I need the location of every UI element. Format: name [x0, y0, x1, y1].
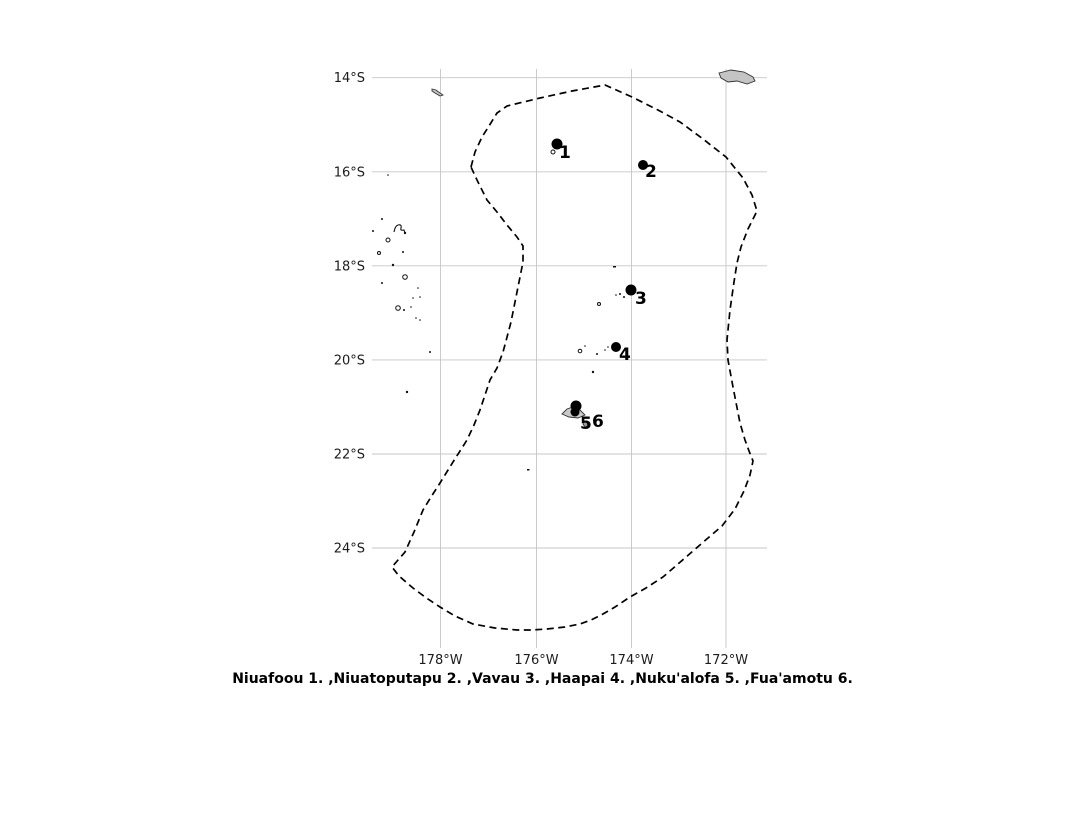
islet-dot — [392, 264, 394, 266]
islet-dot — [604, 349, 606, 351]
axis-tick-labels — [334, 71, 749, 668]
islet-dot — [584, 345, 586, 347]
islet-dot — [417, 287, 419, 289]
island-islet-northwest — [432, 89, 443, 96]
islet-dot — [410, 306, 412, 308]
islet-dot — [619, 293, 621, 295]
islet-dot — [419, 319, 421, 321]
lon-tick-label: 176°W — [514, 653, 559, 668]
lat-tick-label: 22°S — [333, 447, 365, 463]
islet-outline — [394, 225, 405, 233]
islet-dot — [406, 391, 408, 393]
islet-dot — [592, 371, 594, 373]
islet-dot — [429, 351, 431, 353]
lat-tick-label: 16°S — [333, 165, 365, 181]
lat-tick-label: 18°S — [333, 259, 365, 275]
island-savaii-samoa — [719, 70, 755, 84]
islet-dot — [372, 230, 374, 232]
marker-number-label: 6 — [592, 412, 604, 432]
marker-number-label: 5 — [580, 414, 592, 434]
islet-dot — [402, 251, 404, 253]
location-markers — [552, 139, 657, 435]
marker-number-label: 3 — [635, 289, 647, 309]
atoll-ring — [386, 238, 390, 242]
islet-dot — [415, 317, 417, 319]
atoll-ring — [598, 303, 601, 306]
islet-dash — [527, 469, 530, 471]
atoll-ring — [403, 275, 408, 280]
lon-tick-label: 178°W — [418, 653, 463, 668]
islet-dot — [623, 296, 625, 298]
atoll-ring — [378, 252, 381, 255]
islet-dot — [419, 296, 421, 298]
lat-tick-label: 24°S — [333, 541, 365, 557]
marker-number-label: 2 — [645, 162, 657, 182]
islet-dash — [613, 266, 616, 268]
islet-dot — [387, 174, 389, 176]
lon-tick-label: 172°W — [703, 653, 749, 668]
atoll-ring — [396, 306, 401, 311]
marker-number-label: 4 — [619, 345, 631, 365]
marker-fua-amotu — [571, 408, 580, 417]
islet-dot — [615, 294, 617, 296]
atoll-ring — [551, 150, 555, 154]
islet-dot — [381, 218, 383, 220]
islet-dot — [412, 297, 414, 299]
lon-tick-label: 174°W — [609, 653, 654, 668]
lat-tick-label: 20°S — [333, 353, 365, 369]
islet-dot — [381, 282, 383, 284]
islet-dot — [607, 346, 609, 348]
atoll-ring — [578, 349, 582, 353]
marker-number-label: 1 — [559, 143, 571, 163]
caption: Niuafoou 1. ,Niuatoputapu 2. ,Vavau 3. ,Haapai 4. ,Nuku'alofa 5. ,Fua'amotu 6. — [232, 671, 853, 687]
islands — [372, 70, 755, 471]
islet-dot — [596, 353, 598, 355]
islet-dot — [403, 309, 405, 311]
lat-tick-label: 14°S — [333, 71, 365, 87]
